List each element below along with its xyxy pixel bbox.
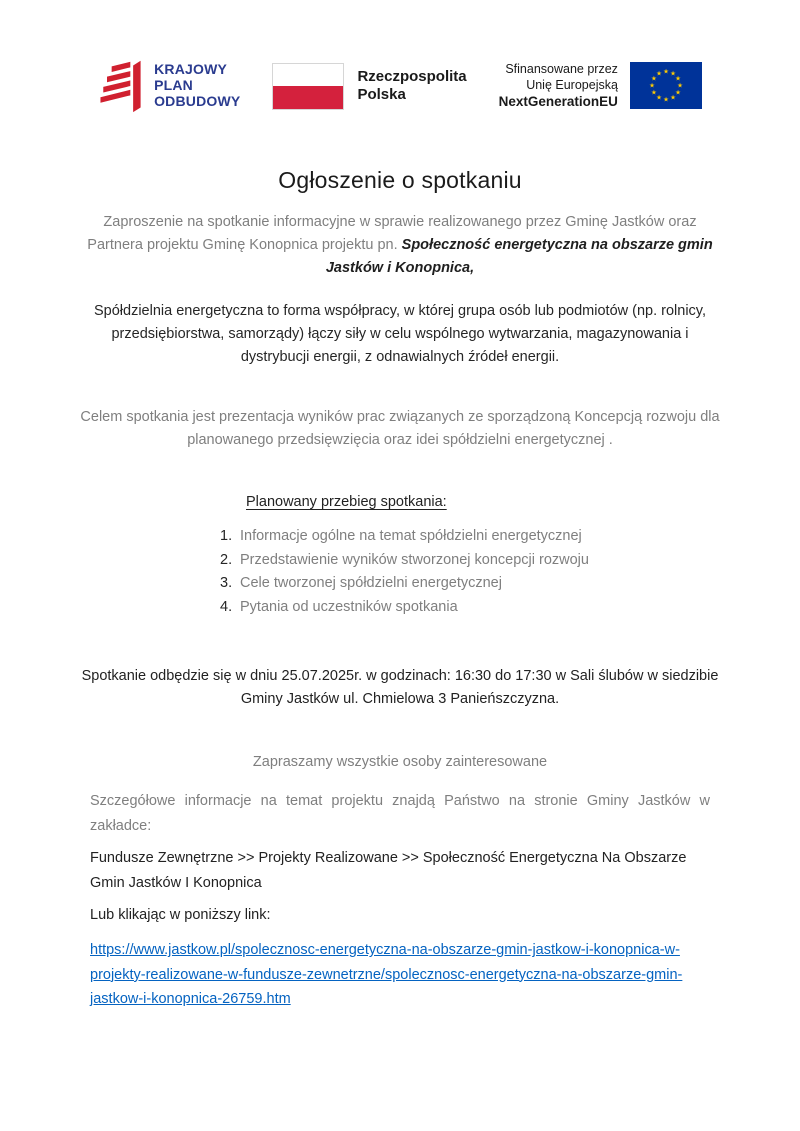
svg-text:★: ★ [650,88,657,97]
document-body [80,167,720,1012]
agenda-item-number: 4. [220,598,233,615]
svg-text:★: ★ [650,74,657,83]
poland-logo-text [357,68,466,104]
eu-line-1: Sfinansowane przez [505,61,618,76]
svg-text:★: ★ [670,69,676,78]
project-name-italic: Społeczność energetyczna na obszarze gmin Jastków i Konopnica [325,236,713,276]
eu-logo-text [499,61,618,111]
kpo-line-3: ODBUDOWY [154,92,241,109]
kpo-logo [98,58,240,114]
svg-text:★: ★ [656,69,662,78]
kpo-line-2: PLAN [154,77,193,94]
logo-header [90,55,710,117]
goal-paragraph: Celem spotkania jest prezentacja wyników prac związanych ze sporządzoną Koncepcją rozwoju dla planowanego przedsięwzięcia oraz idei spółdzielni energetycznej . [80,409,720,449]
more-info-paragraph: Szczegółowe informacje na temat projektu znajdą Państwo na stronie Gminy Jastków w zakładce: [90,792,710,834]
eu-funding-logo [499,61,702,111]
intro-lead-text: Zaproszenie na spotkanie informacyjne w sprawie realizowanego przez Gminę Jastków oraz Partnera projektu Gminę Konopnica projektu pn. [87,214,697,253]
agenda-item-text: Cele tworzonej spółdzielni energetycznej [240,575,502,592]
invite-line: Zapraszamy wszystkie osoby zainteresowane [252,754,548,770]
poland-logo [272,63,466,110]
agenda-item-number: 3. [220,575,233,592]
agenda-item-number: 1. [220,528,233,545]
kpo-line-1: KRAJOWY [154,61,228,78]
definition-paragraph: Spółdzielnia energetyczna to forma współpracy, w której grupa osób lub podmiotów (np. rolnicy, przedsiębiorstwa, samorządy) łączy siły w celu wspólnego wytwarzania, magazynowania i dystrybucji energii, z odnawialnych źródeł energii. [94,302,706,365]
agenda-item-number: 2. [220,551,233,568]
eu-flag-icon [630,62,702,109]
link-intro-line: Lub klikając w poniższy link: [90,907,271,924]
agenda-item-text: Informacje ogólne na temat spółdzielni energetycznej [240,528,582,545]
svg-text:★: ★ [675,88,681,97]
poland-line-2: Polska [357,86,406,103]
svg-text:★: ★ [649,81,655,90]
svg-text:★: ★ [656,94,662,103]
page-title: Ogłoszenie o spotkaniu [278,167,522,193]
agenda-item [220,572,710,595]
kpo-logo-text [154,62,240,109]
agenda-list [220,525,710,619]
agenda-heading: Planowany przebieg spotkania: [246,494,447,511]
svg-text:★: ★ [663,67,669,76]
agenda-item [220,596,710,619]
breadcrumb-path: Fundusze Zewnętrzne >> Projekty Realizowane >> Społeczność Energetyczna Na Obszarze Gmin Jastków I Konopnica [90,850,687,891]
agenda-item [220,549,710,572]
agenda-item-text: Pytania od uczestników spotkania [240,598,458,615]
link-paragraph [90,938,710,1012]
poland-line-1: Rzeczpospolita [357,68,467,85]
kpo-building-icon [98,58,144,114]
meeting-info-link[interactable]: https://www.jastkow.pl/spolecznosc-energetyczna-na-obszarze-gmin-jastkow-i-konopnica-w-projekty-realizowane-w-fundusze-zewnetrzne/spolecznosc-energetyczna-na-obszarze-gmin-jastkow-i-konopnica-26759.htm [90,942,683,1008]
intro-paragraph [78,211,722,280]
svg-text:★: ★ [675,74,681,83]
eu-line-3: NextGenerationEU [498,94,618,110]
svg-text:★: ★ [670,94,676,103]
svg-text:★: ★ [677,81,683,90]
agenda-item-text: Przedstawienie wyników stworzonej koncepcji rozwoju [240,551,589,568]
svg-text:★: ★ [663,95,669,104]
intro-tail-comma: , [470,259,475,276]
eu-line-2: Unię Europejską [526,78,618,93]
agenda-item [220,525,710,548]
poland-flag-icon [272,63,344,110]
meeting-details-paragraph: Spotkanie odbędzie się w dniu 25.07.2025r. w godzinach: 16:30 do 17:30 w Sali ślubów w siedzibie Gminy Jastków ul. Chmielowa 3 Panieńszczyzna. [81,668,719,708]
